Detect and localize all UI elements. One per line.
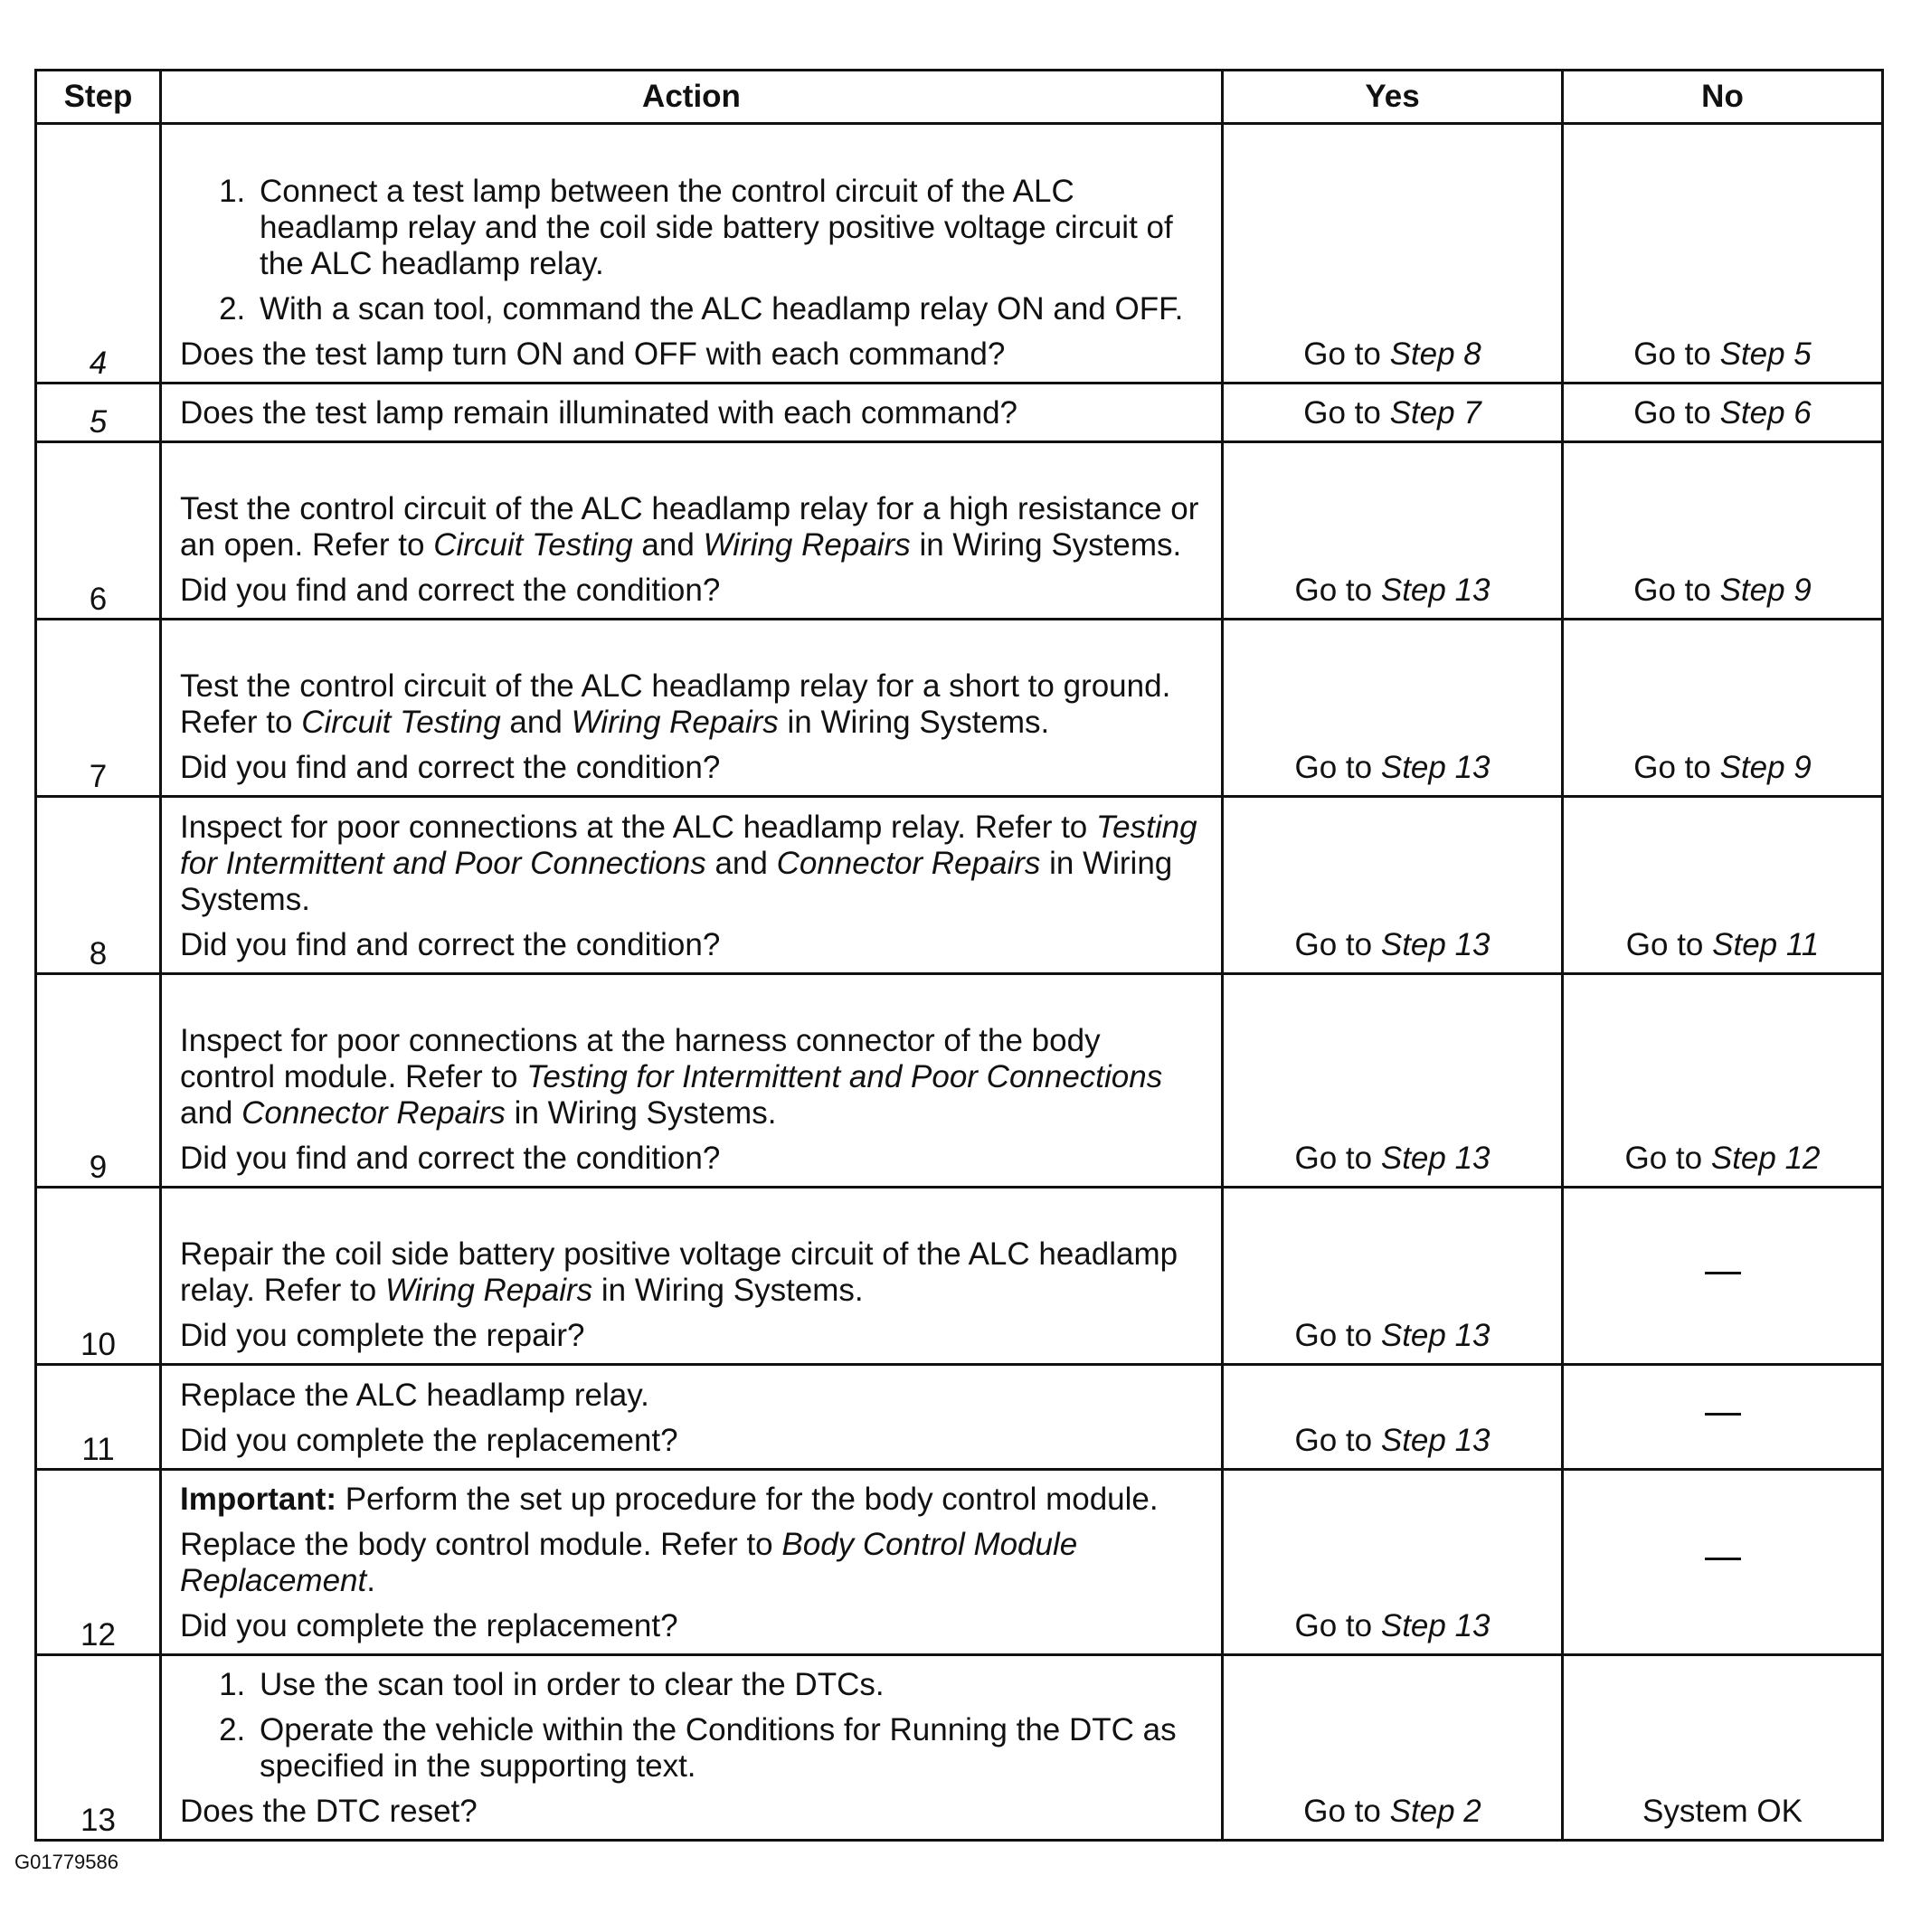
action-question: Did you find and correct the condition?	[180, 573, 721, 608]
reference-link: Testing for Intermittent and Poor Connections	[526, 1059, 1163, 1094]
reference-link: Wiring Repairs	[571, 705, 779, 740]
table-row	[36, 124, 1883, 384]
action-list-item: 1. Use the scan tool in order to clear the DTCs.	[254, 1667, 1203, 1703]
yes-target: Step 13	[1380, 1608, 1490, 1643]
action-list	[180, 174, 1203, 327]
action-question: Did you complete the replacement?	[180, 1608, 678, 1643]
action-question: Does the test lamp turn ON and OFF with each command?	[180, 336, 1006, 372]
yes-target: Step 13	[1380, 1141, 1490, 1176]
action-list-item: 2. With a scan tool, command the ALC headlamp relay ON and OFF.	[254, 291, 1203, 327]
action-list-item: 1. Connect a test lamp between the control circuit of the ALC headlamp relay and the coil side battery positive voltage circuit of the ALC headlamp relay.	[254, 174, 1203, 282]
action-question: Does the test lamp remain illuminated with each command?	[180, 395, 1017, 431]
yes-cell	[1223, 442, 1563, 620]
action-cell	[161, 124, 1223, 384]
action-list-item: 2. Operate the vehicle within the Conditions for Running the DTC as specified in the supporting text.	[254, 1712, 1203, 1785]
action-cell	[161, 1188, 1223, 1365]
goto-label: Go to	[1633, 573, 1711, 608]
action-text: Replace the ALC headlamp relay.	[180, 1378, 649, 1413]
table-row	[36, 1188, 1883, 1365]
diagnostic-table	[34, 69, 1884, 1842]
goto-label: Go to	[1294, 927, 1373, 962]
table-header-row	[36, 71, 1883, 124]
no-cell: System OK	[1563, 1655, 1883, 1841]
reference-link: Testing for Intermittent and Poor Connections	[180, 810, 1197, 881]
important-label: Important:	[180, 1482, 337, 1517]
action-cell	[161, 1655, 1223, 1841]
step-number: 12	[36, 1470, 161, 1655]
action-cell	[161, 1365, 1223, 1470]
action-cell	[161, 1470, 1223, 1655]
step-number: 7	[36, 620, 161, 797]
no-target: Step 9	[1719, 573, 1812, 608]
dash-mark	[1705, 1558, 1741, 1560]
header-yes: Yes	[1223, 71, 1563, 124]
step-number: 13	[36, 1655, 161, 1841]
step-number: 4	[36, 124, 161, 384]
goto-label: Go to	[1294, 1318, 1373, 1353]
action-question: Did you find and correct the condition?	[180, 927, 721, 962]
header-step: Step	[36, 71, 161, 124]
yes-target: Step 13	[1380, 1318, 1490, 1353]
yes-cell	[1223, 1188, 1563, 1365]
step-number: 8	[36, 797, 161, 974]
yes-target: Step 2	[1389, 1794, 1481, 1829]
no-target: Step 5	[1719, 336, 1812, 372]
no-cell	[1563, 974, 1883, 1188]
yes-cell	[1223, 124, 1563, 384]
action-question: Did you find and correct the condition?	[180, 1141, 721, 1176]
goto-label: Go to	[1303, 395, 1381, 431]
goto-label: Go to	[1633, 336, 1711, 372]
action-cell	[161, 974, 1223, 1188]
reference-link: Wiring Repairs	[384, 1273, 593, 1308]
reference-link: Circuit Testing	[433, 527, 633, 563]
action-text: Inspect for poor connections at the ALC headlamp relay. Refer to Testing for Intermittent and Poor Connections and Connector Repairs in Wiring Systems.	[180, 810, 1197, 917]
action-question: Did you find and correct the condition?	[180, 750, 721, 785]
step-number: 6	[36, 442, 161, 620]
no-cell	[1563, 384, 1883, 442]
goto-label: Go to	[1624, 1141, 1703, 1176]
action-question: Does the DTC reset?	[180, 1794, 478, 1829]
table-row	[36, 442, 1883, 620]
yes-cell	[1223, 1470, 1563, 1655]
no-target: Step 12	[1710, 1141, 1821, 1176]
step-number: 5	[36, 384, 161, 442]
step-number: 9	[36, 974, 161, 1188]
action-question: Did you complete the repair?	[180, 1318, 585, 1353]
action-list	[180, 1667, 1203, 1785]
no-cell	[1563, 1188, 1883, 1365]
action-cell	[161, 797, 1223, 974]
reference-link: Body Control Module Replacement	[180, 1527, 1078, 1598]
reference-link: Circuit Testing	[301, 705, 501, 740]
yes-target: Step 13	[1380, 1423, 1490, 1458]
no-cell	[1563, 442, 1883, 620]
action-text: Replace the body control module. Refer to Body Control Module Replacement.	[180, 1527, 1078, 1598]
yes-target: Step 13	[1380, 927, 1490, 962]
goto-label: Go to	[1303, 336, 1381, 372]
table-row	[36, 974, 1883, 1188]
action-cell	[161, 620, 1223, 797]
goto-label: Go to	[1303, 1794, 1381, 1829]
no-cell	[1563, 620, 1883, 797]
action-text: Inspect for poor connections at the harness connector of the body control module. Refer to Testing for Intermittent and Poor Connections and Connector Repairs in Wiring Systems.	[180, 1023, 1163, 1131]
dash-mark	[1705, 1413, 1741, 1416]
goto-label: Go to	[1633, 750, 1711, 785]
goto-label: Go to	[1294, 1608, 1373, 1643]
step-number: 11	[36, 1365, 161, 1470]
yes-target: Step 8	[1389, 336, 1481, 372]
action-text: Repair the coil side battery positive voltage circuit of the ALC headlamp relay. Refer to Wiring Repairs in Wiring Systems.	[180, 1236, 1178, 1308]
dash-mark	[1705, 1272, 1741, 1274]
no-cell	[1563, 797, 1883, 974]
goto-label: Go to	[1294, 1141, 1373, 1176]
yes-target: Step 13	[1380, 573, 1490, 608]
yes-cell	[1223, 797, 1563, 974]
goto-label: Go to	[1294, 1423, 1373, 1458]
no-target: Step 9	[1719, 750, 1812, 785]
reference-link: Connector Repairs	[776, 846, 1041, 881]
goto-label: Go to	[1633, 395, 1711, 431]
goto-label: Go to	[1294, 573, 1373, 608]
step-number: 10	[36, 1188, 161, 1365]
figure-id: G01779586	[14, 1851, 118, 1873]
action-text: Test the control circuit of the ALC headlamp relay for a short to ground. Refer to Circuit Testing and Wiring Repairs in Wiring Systems.	[180, 668, 1171, 740]
goto-label: Go to	[1294, 750, 1373, 785]
action-text: Test the control circuit of the ALC headlamp relay for a high resistance or an open. Refer to Circuit Testing and Wiring Repairs in Wiring Systems.	[180, 491, 1199, 563]
table-row	[36, 1655, 1883, 1841]
action-cell	[161, 442, 1223, 620]
header-action: Action	[161, 71, 1223, 124]
no-cell	[1563, 1470, 1883, 1655]
yes-target: Step 7	[1389, 395, 1481, 431]
yes-cell	[1223, 620, 1563, 797]
reference-link: Connector Repairs	[241, 1095, 506, 1131]
table-row	[36, 620, 1883, 797]
yes-cell	[1223, 384, 1563, 442]
action-question: Did you complete the replacement?	[180, 1423, 678, 1458]
reference-link: Wiring Repairs	[703, 527, 911, 563]
goto-label: Go to	[1625, 927, 1704, 962]
yes-cell	[1223, 1655, 1563, 1841]
yes-cell	[1223, 1365, 1563, 1470]
header-no: No	[1563, 71, 1883, 124]
table-row	[36, 384, 1883, 442]
no-target: Step 6	[1719, 395, 1812, 431]
yes-cell	[1223, 974, 1563, 1188]
table-row	[36, 797, 1883, 974]
action-cell	[161, 384, 1223, 442]
no-target: Step 11	[1712, 927, 1820, 962]
table-row	[36, 1365, 1883, 1470]
important-note: Important: Perform the set up procedure for the body control module.	[180, 1482, 1159, 1517]
table-row	[36, 1470, 1883, 1655]
yes-target: Step 13	[1380, 750, 1490, 785]
no-cell	[1563, 1365, 1883, 1470]
no-cell	[1563, 124, 1883, 384]
